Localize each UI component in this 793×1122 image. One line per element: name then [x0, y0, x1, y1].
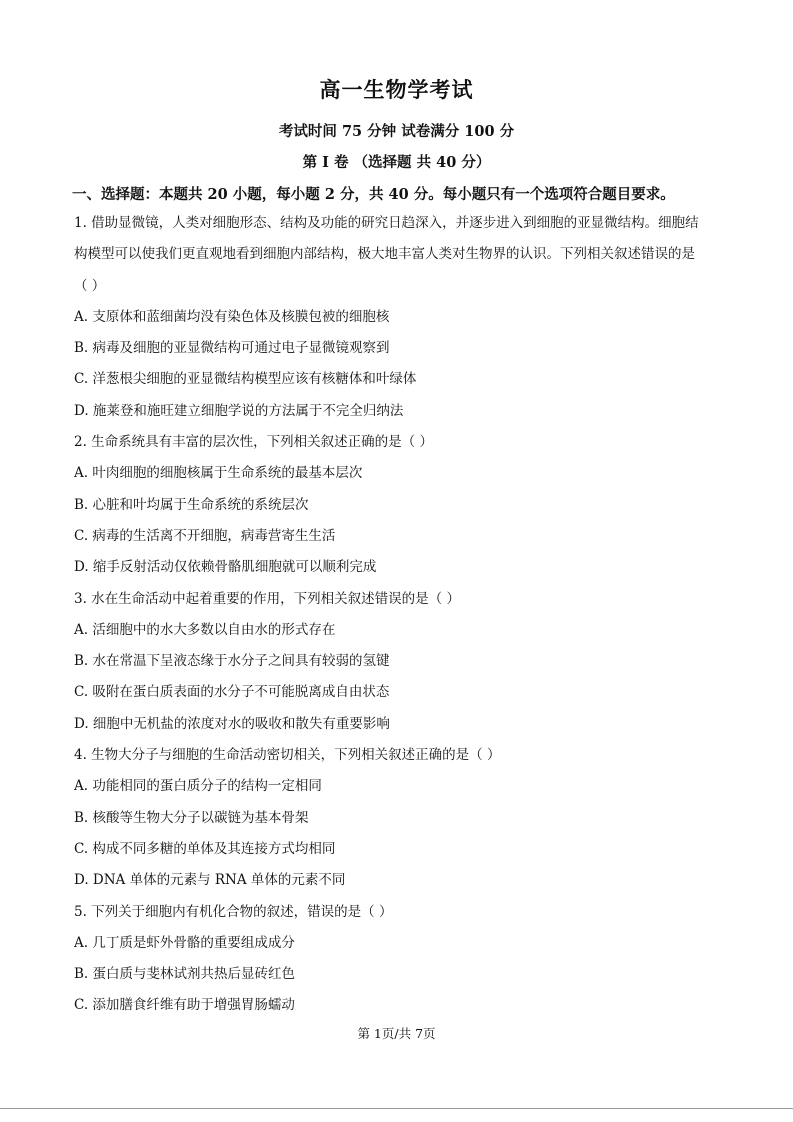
option-line: A. 叶肉细胞的细胞核属于生命系统的最基本层次	[74, 465, 363, 482]
option-line: A. 几丁质是虾外骨骼的重要组成成分	[74, 934, 295, 951]
question-line: 1. 借助显微镜，人类对细胞形态、结构及功能的研究日趋深入，并逐步进入到细胞的亚显微结构。细胞结	[74, 215, 699, 231]
option-line: D. DNA 单体的元素与 RNA 单体的元素不同	[74, 872, 346, 889]
option-line: B. 心脏和叶均属于生命系统的系统层次	[74, 496, 309, 513]
option-line: C. 添加膳食纤维有助于增强胃肠蠕动	[74, 997, 295, 1014]
option-line: B. 病毒及细胞的亚显微结构可通过电子显微镜观察到	[74, 340, 390, 357]
option-line: A. 支原体和蓝细菌均没有染色体及核膜包被的细胞核	[74, 308, 390, 325]
option-line: C. 构成不同多糖的单体及其连接方式均相同	[74, 840, 336, 857]
question-line: （ ）	[74, 277, 106, 294]
option-line: D. 缩手反射活动仅依赖骨骼肌细胞就可以顺利完成	[74, 559, 377, 576]
section-heading: 一、选择题：本题共 20 小题，每小题 2 分，共 40 分。每小题只有一个选项符合题目要求。	[72, 186, 675, 203]
question-line: 2. 生命系统具有丰富的层次性，下列相关叙述正确的是（ ）	[74, 434, 433, 451]
question-line: 构模型可以使我们更直观地看到细胞内部结构，极大地丰富人类对生物界的认识。下列相关叙述错误的是	[74, 246, 695, 263]
question-line: 4. 生物大分子与细胞的生命活动密切相关，下列相关叙述正确的是（ ）	[74, 747, 501, 764]
option-line: B. 核酸等生物大分子以碳链为基本骨架	[74, 809, 309, 826]
option-line: B. 蛋白质与斐林试剂共热后显砖红色	[74, 966, 296, 983]
option-line: D. 施莱登和施旺建立细胞学说的方法属于不完全归纳法	[74, 402, 404, 419]
bottom-divider	[0, 1108, 793, 1109]
exam-subtitle: 考试时间 75 分钟 试卷满分 100 分	[278, 123, 515, 140]
option-line: C. 吸附在蛋白质表面的水分子不可能脱离成自由状态	[74, 684, 390, 701]
page-footer: 第 1页/共 7页	[357, 1026, 436, 1041]
question-line: 3. 水在生命活动中起着重要的作用，下列相关叙述错误的是（ ）	[74, 590, 460, 607]
option-line: D. 细胞中无机盐的浓度对水的吸收和散失有重要影响	[74, 715, 390, 732]
volume-heading: 第 I 卷 （选择题 共 40 分）	[302, 154, 491, 171]
option-line: A. 活细胞中的水大多数以自由水的形式存在	[74, 621, 336, 638]
option-line: C. 病毒的生活离不开细胞，病毒营寄生生活	[74, 527, 336, 544]
option-line: B. 水在常温下呈液态缘于水分子之间具有较弱的氢键	[74, 653, 390, 670]
question-list	[74, 212, 734, 1026]
option-line: A. 功能相同的蛋白质分子的结构一定相同	[74, 778, 322, 795]
exam-title: 高一生物学考试	[319, 77, 474, 102]
question-line: 5. 下列关于细胞内有机化合物的叙述，错误的是（ ）	[74, 903, 393, 920]
option-line: C. 洋葱根尖细胞的亚显微结构模型应该有核糖体和叶绿体	[74, 371, 417, 388]
